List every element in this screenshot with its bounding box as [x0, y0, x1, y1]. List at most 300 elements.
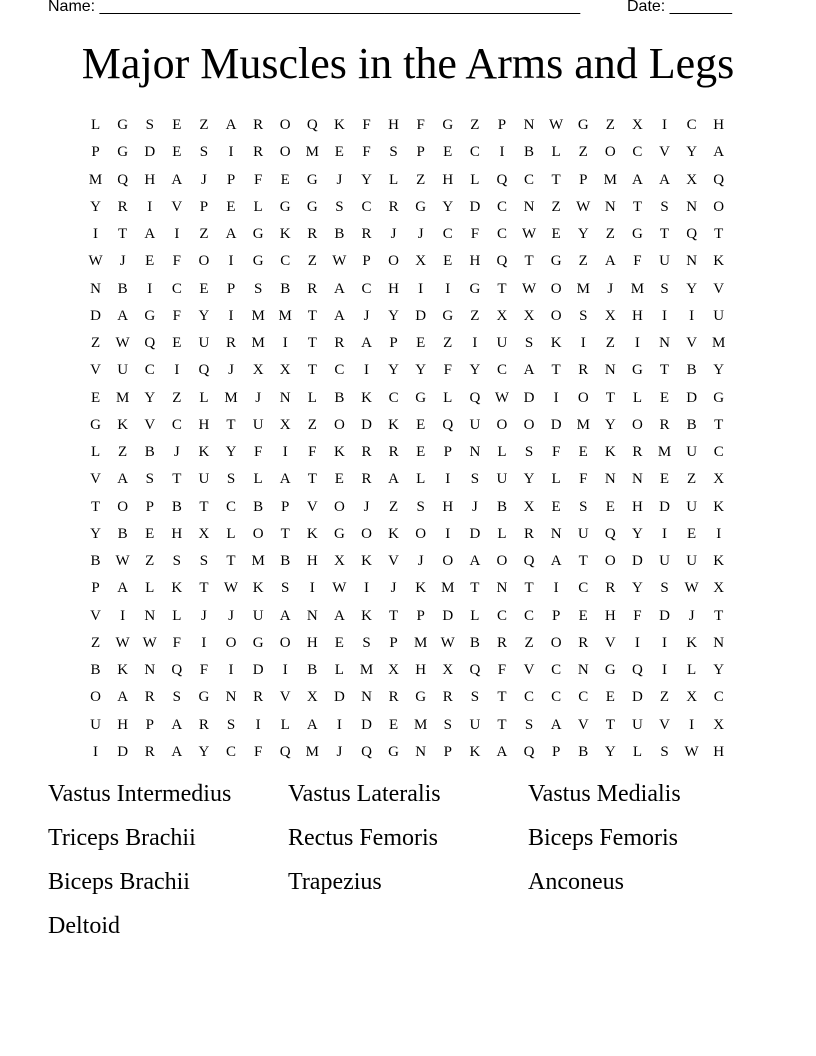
grid-cell[interactable]: P	[443, 444, 452, 461]
grid-cell[interactable]: B	[253, 498, 264, 515]
grid-cell[interactable]: J	[228, 607, 234, 624]
grid-cell[interactable]: X	[713, 471, 725, 488]
grid-cell[interactable]: J	[390, 226, 397, 243]
grid-cell[interactable]: A	[117, 689, 129, 706]
grid-cell[interactable]: M	[359, 662, 374, 679]
grid-cell[interactable]: R	[388, 198, 399, 215]
grid-cell[interactable]: J	[363, 307, 370, 324]
grid-cell[interactable]: M	[224, 389, 238, 406]
name-field[interactable]: Name: ______________________________________________________	[48, 0, 581, 15]
grid-cell[interactable]: G	[90, 416, 101, 433]
grid-cell[interactable]: S	[443, 716, 452, 733]
grid-cell[interactable]: T	[714, 607, 724, 624]
grid-cell[interactable]: W	[115, 634, 130, 651]
grid-cell[interactable]: A	[713, 144, 725, 161]
grid-cell[interactable]: T	[497, 689, 507, 706]
grid-cell[interactable]: C	[524, 689, 535, 706]
grid-cell[interactable]: U	[496, 471, 508, 488]
grid-cell[interactable]: M	[251, 307, 265, 324]
grid-cell[interactable]: R	[524, 525, 535, 542]
grid-cell[interactable]: H	[442, 498, 454, 515]
grid-cell[interactable]: B	[578, 743, 589, 760]
grid-cell[interactable]: Y	[686, 280, 698, 297]
grid-cell[interactable]: K	[415, 580, 427, 597]
grid-cell[interactable]: C	[496, 607, 507, 624]
grid-cell[interactable]: F	[416, 117, 425, 134]
grid-cell[interactable]: N	[550, 525, 562, 542]
grid-cell[interactable]: T	[280, 525, 290, 542]
grid-cell[interactable]: S	[199, 144, 209, 161]
grid-cell[interactable]: K	[604, 444, 616, 461]
grid-cell[interactable]: K	[361, 389, 372, 406]
grid-cell[interactable]: R	[117, 198, 128, 215]
grid-cell[interactable]: W	[521, 280, 537, 297]
grid-cell[interactable]: B	[171, 498, 182, 515]
grid-cell[interactable]: Q	[306, 117, 318, 134]
grid-cell[interactable]: C	[524, 171, 535, 188]
grid-cell[interactable]: C	[551, 662, 562, 679]
grid-cell[interactable]: Z	[118, 444, 128, 461]
grid-cell[interactable]: K	[306, 525, 318, 542]
grid-cell[interactable]: T	[578, 553, 588, 570]
grid-cell[interactable]: K	[117, 662, 129, 679]
grid-cell[interactable]: T	[307, 307, 317, 324]
grid-cell[interactable]: Z	[470, 307, 480, 324]
grid-cell[interactable]: W	[494, 389, 510, 406]
grid-cell[interactable]: F	[362, 144, 371, 161]
grid-cell[interactable]: X	[415, 253, 427, 270]
grid-cell[interactable]: J	[417, 226, 424, 243]
grid-cell[interactable]: S	[362, 634, 371, 651]
grid-cell[interactable]: M	[305, 144, 319, 161]
grid-cell[interactable]: I	[309, 580, 315, 597]
grid-cell[interactable]: S	[172, 689, 181, 706]
grid-cell[interactable]: L	[145, 580, 155, 597]
grid-cell[interactable]: E	[416, 416, 426, 433]
grid-cell[interactable]: Y	[198, 307, 210, 324]
grid-cell[interactable]: G	[415, 198, 427, 215]
grid-cell[interactable]: O	[252, 525, 264, 542]
grid-cell[interactable]: T	[714, 226, 724, 243]
grid-cell[interactable]: S	[226, 716, 236, 733]
grid-cell[interactable]: M	[630, 280, 645, 297]
grid-cell[interactable]: N	[306, 607, 318, 624]
grid-cell[interactable]: N	[279, 389, 291, 406]
grid-cell[interactable]: I	[282, 444, 288, 461]
grid-cell[interactable]: X	[252, 362, 264, 379]
grid-cell[interactable]: C	[361, 198, 372, 215]
grid-cell[interactable]: Z	[578, 144, 588, 161]
grid-cell[interactable]: O	[198, 253, 210, 270]
grid-cell[interactable]: D	[659, 498, 670, 515]
grid-cell[interactable]: T	[470, 580, 480, 597]
grid-cell[interactable]: E	[334, 634, 344, 651]
grid-cell[interactable]: V	[306, 498, 318, 515]
grid-cell[interactable]: P	[226, 171, 236, 188]
grid-cell[interactable]: J	[255, 389, 262, 406]
grid-cell[interactable]: R	[307, 280, 318, 297]
grid-cell[interactable]: E	[605, 498, 615, 515]
grid-cell[interactable]: T	[659, 362, 670, 379]
grid-cell[interactable]: Q	[523, 743, 535, 760]
grid-cell[interactable]: Q	[469, 662, 481, 679]
grid-cell[interactable]: Y	[713, 662, 725, 679]
grid-cell[interactable]: H	[604, 607, 616, 624]
grid-cell[interactable]: A	[225, 226, 237, 243]
grid-cell[interactable]: L	[632, 743, 642, 760]
grid-cell[interactable]: I	[282, 662, 288, 679]
grid-cell[interactable]: S	[389, 144, 398, 161]
grid-cell[interactable]: Z	[172, 389, 182, 406]
grid-cell[interactable]: L	[334, 662, 344, 679]
grid-cell[interactable]: O	[90, 689, 101, 706]
grid-cell[interactable]: C	[171, 416, 182, 433]
grid-cell[interactable]: Z	[687, 471, 697, 488]
grid-cell[interactable]: T	[714, 416, 724, 433]
grid-cell[interactable]: E	[551, 498, 561, 515]
grid-cell[interactable]: F	[253, 171, 263, 188]
grid-cell[interactable]: A	[171, 171, 183, 188]
grid-cell[interactable]: Y	[225, 444, 237, 461]
grid-cell[interactable]: R	[659, 416, 670, 433]
grid-cell[interactable]: E	[334, 471, 344, 488]
grid-cell[interactable]: Q	[361, 743, 372, 760]
grid-cell[interactable]: U	[469, 716, 481, 733]
grid-cell[interactable]: Q	[686, 226, 698, 243]
grid-cell[interactable]: O	[279, 634, 291, 651]
grid-cell[interactable]: R	[632, 444, 643, 461]
grid-cell[interactable]: W	[115, 553, 130, 570]
grid-cell[interactable]: Q	[713, 171, 725, 188]
grid-cell[interactable]: C	[713, 689, 724, 706]
grid-cell[interactable]: P	[145, 498, 154, 515]
grid-cell[interactable]: I	[93, 226, 99, 243]
grid-cell[interactable]: E	[334, 144, 344, 161]
grid-cell[interactable]: A	[469, 553, 481, 570]
grid-cell[interactable]: K	[713, 498, 725, 515]
grid-cell[interactable]: G	[442, 307, 454, 324]
grid-cell[interactable]: P	[226, 280, 236, 297]
grid-cell[interactable]: T	[497, 280, 507, 297]
grid-cell[interactable]: S	[335, 198, 344, 215]
grid-cell[interactable]: Y	[415, 362, 427, 379]
grid-cell[interactable]: R	[605, 580, 616, 597]
grid-cell[interactable]: H	[632, 307, 643, 324]
grid-cell[interactable]: J	[417, 553, 424, 570]
grid-cell[interactable]: J	[201, 607, 207, 624]
grid-cell[interactable]: A	[144, 226, 156, 243]
grid-cell[interactable]: A	[361, 335, 372, 352]
grid-cell[interactable]: T	[226, 416, 236, 433]
grid-cell[interactable]: J	[336, 743, 343, 760]
grid-cell[interactable]: P	[551, 743, 561, 760]
grid-cell[interactable]: T	[307, 335, 317, 352]
grid-cell[interactable]: G	[415, 689, 427, 706]
grid-cell[interactable]: S	[199, 553, 209, 570]
grid-cell[interactable]: W	[223, 580, 239, 597]
grid-cell[interactable]: H	[388, 117, 399, 134]
grid-cell[interactable]: U	[632, 716, 643, 733]
grid-cell[interactable]: R	[361, 471, 372, 488]
grid-cell[interactable]: N	[713, 634, 725, 651]
grid-cell[interactable]: T	[226, 553, 236, 570]
grid-cell[interactable]: R	[334, 335, 345, 352]
grid-cell[interactable]: K	[713, 553, 725, 570]
grid-cell[interactable]: H	[388, 280, 399, 297]
grid-cell[interactable]: L	[416, 471, 426, 488]
grid-cell[interactable]: W	[549, 117, 564, 134]
grid-cell[interactable]: C	[144, 362, 155, 379]
grid-cell[interactable]: S	[524, 716, 534, 733]
grid-cell[interactable]: R	[361, 444, 372, 461]
grid-cell[interactable]: Q	[632, 662, 643, 679]
grid-cell[interactable]: M	[414, 716, 428, 733]
grid-cell[interactable]: I	[553, 389, 559, 406]
grid-cell[interactable]: S	[660, 280, 669, 297]
grid-cell[interactable]: I	[445, 280, 451, 297]
grid-cell[interactable]: Y	[604, 743, 616, 760]
grid-cell[interactable]: I	[634, 634, 640, 651]
grid-cell[interactable]: H	[713, 117, 725, 134]
grid-cell[interactable]: I	[147, 198, 153, 215]
grid-cell[interactable]: B	[117, 525, 128, 542]
grid-cell[interactable]: C	[496, 362, 507, 379]
grid-cell[interactable]: L	[253, 471, 263, 488]
grid-cell[interactable]: F	[633, 607, 642, 624]
grid-cell[interactable]: V	[388, 553, 399, 570]
grid-cell[interactable]: X	[442, 662, 454, 679]
grid-cell[interactable]: Z	[388, 498, 399, 515]
grid-cell[interactable]: I	[634, 335, 640, 352]
grid-cell[interactable]: U	[198, 335, 210, 352]
grid-cell[interactable]: A	[550, 553, 562, 570]
grid-cell[interactable]: R	[307, 226, 318, 243]
grid-cell[interactable]: X	[333, 553, 345, 570]
grid-cell[interactable]: Q	[496, 171, 508, 188]
grid-cell[interactable]: P	[281, 498, 290, 515]
grid-cell[interactable]: T	[551, 362, 561, 379]
grid-cell[interactable]: J	[607, 280, 614, 297]
grid-cell[interactable]: K	[550, 335, 562, 352]
grid-cell[interactable]: F	[362, 117, 371, 134]
grid-cell[interactable]: H	[144, 171, 156, 188]
grid-cell[interactable]: A	[171, 743, 183, 760]
grid-cell[interactable]: R	[388, 689, 399, 706]
grid-cell[interactable]: G	[333, 525, 345, 542]
grid-cell[interactable]: Z	[605, 117, 615, 134]
grid-cell[interactable]: X	[713, 580, 725, 597]
grid-cell[interactable]: D	[632, 689, 643, 706]
grid-cell[interactable]: I	[282, 335, 288, 352]
grid-cell[interactable]: V	[577, 716, 589, 733]
grid-cell[interactable]: Y	[144, 389, 156, 406]
date-field[interactable]: Date: _______	[627, 0, 732, 15]
grid-cell[interactable]: Q	[604, 525, 616, 542]
grid-cell[interactable]: X	[686, 171, 698, 188]
grid-cell[interactable]: A	[333, 307, 345, 324]
grid-cell[interactable]: B	[469, 634, 480, 651]
grid-cell[interactable]: F	[199, 662, 209, 679]
grid-cell[interactable]: H	[198, 416, 210, 433]
grid-cell[interactable]: G	[279, 198, 291, 215]
grid-cell[interactable]: U	[252, 607, 264, 624]
grid-cell[interactable]: K	[469, 743, 481, 760]
grid-cell[interactable]: J	[201, 171, 207, 188]
grid-cell[interactable]: R	[253, 117, 264, 134]
grid-cell[interactable]: C	[469, 144, 480, 161]
grid-cell[interactable]: L	[280, 716, 290, 733]
grid-cell[interactable]: B	[90, 662, 101, 679]
grid-cell[interactable]: N	[144, 607, 156, 624]
grid-cell[interactable]: P	[416, 607, 425, 624]
grid-cell[interactable]: C	[578, 580, 589, 597]
grid-cell[interactable]: C	[551, 689, 562, 706]
grid-cell[interactable]: S	[253, 280, 263, 297]
grid-cell[interactable]: N	[415, 743, 427, 760]
grid-cell[interactable]: F	[172, 253, 181, 270]
grid-cell[interactable]: E	[605, 689, 615, 706]
grid-cell[interactable]: R	[496, 634, 507, 651]
grid-cell[interactable]: J	[471, 498, 478, 515]
grid-cell[interactable]: X	[713, 716, 725, 733]
grid-cell[interactable]: A	[496, 743, 508, 760]
grid-cell[interactable]: I	[228, 307, 234, 324]
grid-cell[interactable]: O	[550, 307, 562, 324]
grid-cell[interactable]: Z	[199, 117, 209, 134]
grid-cell[interactable]: P	[389, 335, 398, 352]
grid-cell[interactable]: O	[523, 416, 535, 433]
grid-cell[interactable]: E	[145, 253, 155, 270]
grid-cell[interactable]: E	[443, 253, 453, 270]
grid-cell[interactable]: T	[307, 362, 317, 379]
grid-cell[interactable]: U	[252, 416, 264, 433]
grid-cell[interactable]: Z	[90, 335, 101, 352]
grid-cell[interactable]: E	[578, 607, 588, 624]
grid-cell[interactable]: X	[604, 307, 616, 324]
grid-cell[interactable]: A	[306, 716, 318, 733]
grid-cell[interactable]: O	[604, 553, 616, 570]
grid-cell[interactable]: C	[442, 226, 453, 243]
grid-cell[interactable]: G	[632, 362, 643, 379]
grid-cell[interactable]: L	[497, 525, 507, 542]
grid-cell[interactable]: F	[497, 662, 507, 679]
grid-cell[interactable]: Z	[551, 198, 561, 215]
grid-cell[interactable]: D	[442, 607, 454, 624]
grid-cell[interactable]: D	[469, 198, 481, 215]
grid-cell[interactable]: G	[252, 226, 264, 243]
grid-cell[interactable]: O	[279, 144, 291, 161]
grid-cell[interactable]: H	[306, 634, 318, 651]
grid-cell[interactable]: M	[251, 553, 265, 570]
grid-cell[interactable]: R	[226, 335, 237, 352]
grid-cell[interactable]: O	[225, 634, 237, 651]
grid-cell[interactable]: A	[225, 117, 237, 134]
grid-cell[interactable]: A	[550, 716, 562, 733]
grid-cell[interactable]: I	[445, 525, 451, 542]
grid-cell[interactable]: U	[659, 553, 670, 570]
grid-cell[interactable]: F	[253, 743, 263, 760]
grid-cell[interactable]: B	[307, 662, 318, 679]
grid-cell[interactable]: O	[333, 416, 345, 433]
grid-cell[interactable]: C	[578, 689, 589, 706]
grid-cell[interactable]: L	[551, 144, 561, 161]
grid-cell[interactable]: O	[361, 525, 372, 542]
grid-cell[interactable]: Y	[388, 307, 399, 324]
grid-cell[interactable]: A	[279, 471, 291, 488]
grid-cell[interactable]: F	[551, 444, 561, 461]
grid-cell[interactable]: I	[499, 144, 505, 161]
grid-cell[interactable]: V	[659, 716, 670, 733]
grid-cell[interactable]: J	[688, 607, 695, 624]
grid-cell[interactable]: G	[306, 171, 318, 188]
grid-cell[interactable]: I	[580, 335, 586, 352]
grid-cell[interactable]: Q	[171, 662, 183, 679]
grid-cell[interactable]: T	[605, 716, 615, 733]
grid-cell[interactable]: E	[687, 525, 697, 542]
grid-cell[interactable]: F	[172, 634, 181, 651]
grid-cell[interactable]: D	[333, 689, 345, 706]
grid-cell[interactable]: P	[551, 607, 561, 624]
grid-cell[interactable]: Z	[578, 253, 588, 270]
grid-cell[interactable]: L	[172, 607, 182, 624]
grid-cell[interactable]: I	[174, 362, 180, 379]
grid-cell[interactable]: C	[361, 280, 372, 297]
grid-cell[interactable]: Z	[605, 226, 615, 243]
grid-cell[interactable]: V	[659, 144, 670, 161]
grid-cell[interactable]: I	[662, 662, 668, 679]
grid-cell[interactable]: A	[117, 580, 129, 597]
grid-cell[interactable]: S	[660, 743, 669, 760]
grid-cell[interactable]: I	[228, 253, 234, 270]
grid-cell[interactable]: P	[362, 253, 371, 270]
grid-cell[interactable]: I	[662, 307, 668, 324]
grid-cell[interactable]: V	[144, 416, 156, 433]
grid-cell[interactable]: L	[443, 389, 453, 406]
grid-cell[interactable]: L	[470, 607, 480, 624]
grid-cell[interactable]: Q	[523, 553, 535, 570]
grid-cell[interactable]: T	[497, 716, 507, 733]
grid-cell[interactable]: P	[199, 198, 209, 215]
grid-cell[interactable]: E	[551, 226, 561, 243]
grid-cell[interactable]: E	[659, 389, 670, 406]
grid-cell[interactable]: F	[579, 471, 588, 488]
grid-cell[interactable]: E	[388, 716, 399, 733]
grid-cell[interactable]: Q	[496, 253, 508, 270]
grid-cell[interactable]: Y	[388, 362, 399, 379]
grid-cell[interactable]: W	[142, 634, 157, 651]
grid-cell[interactable]: Y	[198, 743, 210, 760]
grid-cell[interactable]: X	[686, 689, 698, 706]
grid-cell[interactable]: Y	[713, 362, 725, 379]
grid-cell[interactable]: L	[632, 389, 642, 406]
grid-cell[interactable]: N	[604, 471, 616, 488]
grid-cell[interactable]: V	[713, 280, 725, 297]
grid-cell[interactable]: N	[686, 198, 698, 215]
grid-cell[interactable]: W	[521, 226, 537, 243]
grid-cell[interactable]: R	[388, 444, 399, 461]
grid-cell[interactable]: T	[524, 253, 534, 270]
grid-cell[interactable]: J	[363, 498, 370, 515]
grid-cell[interactable]: A	[632, 171, 643, 188]
grid-cell[interactable]: I	[689, 716, 695, 733]
grid-cell[interactable]: L	[307, 389, 317, 406]
grid-cell[interactable]: K	[713, 253, 725, 270]
grid-cell[interactable]: K	[333, 117, 345, 134]
grid-cell[interactable]: O	[550, 634, 562, 651]
grid-cell[interactable]: U	[577, 525, 589, 542]
grid-cell[interactable]: N	[604, 362, 616, 379]
grid-cell[interactable]: N	[659, 335, 670, 352]
